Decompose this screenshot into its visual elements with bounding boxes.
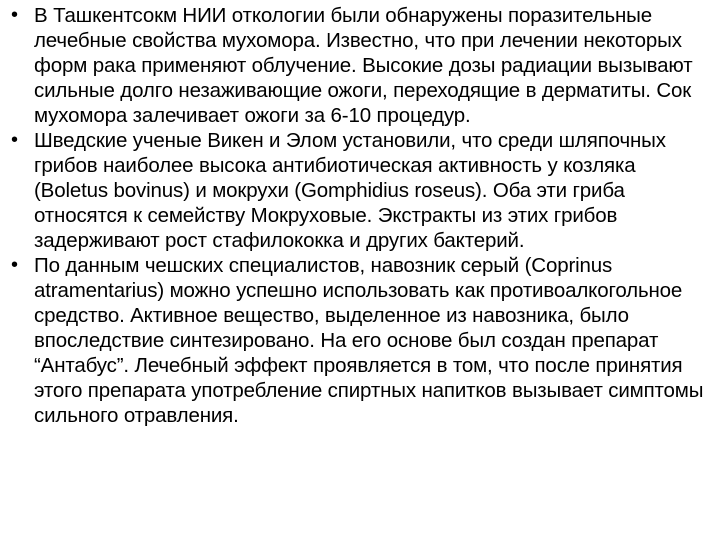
bullet-marker: • — [11, 254, 18, 276]
bullet-text: По данным чешских специалистов, навозник серый (Coprinus atramentarius) можно успешно использовать как противоалкогольное средство. Активное вещество, выделенное из навозника, было впоследствие синтезировано. На его основе был создан препарат “Антабус”. Лечебный эффект проявляется в том, что после принятия этого препарата употребление спиртных напитков вызывает симптомы сильного отравления. — [34, 254, 704, 427]
bullet-marker: • — [11, 129, 18, 151]
bullet-item-swedish-antibiotics — [6, 128, 712, 253]
bullet-item-coprinus-antabuse — [6, 253, 712, 428]
bullet-item-amanita-burns — [6, 3, 712, 128]
bullet-list — [6, 3, 712, 428]
bullet-marker: • — [11, 4, 18, 26]
bullet-text: Шведские ученые Викен и Элом установили, что среди шляпочных грибов наиболее высока антибиотическая активность у козляка (Boletus bovinus) и мокрухи (Gomphidius roseus). Оба эти гриба относятся к семейству Мокруховые. Экстракты из этих грибов задерживают рост стафилококка и других бактерий. — [34, 129, 666, 252]
bullet-text: В Ташкентсокм НИИ откологии были обнаружены поразительные лечебные свойства мухомора. Известно, что при лечении некоторых форм рака применяют облучение. Высокие дозы радиации вызывают сильные долго незаживающие ожоги, переходящие в дерматиты. Сок мухомора залечивает ожоги за 6-10 процедур. — [34, 4, 693, 127]
